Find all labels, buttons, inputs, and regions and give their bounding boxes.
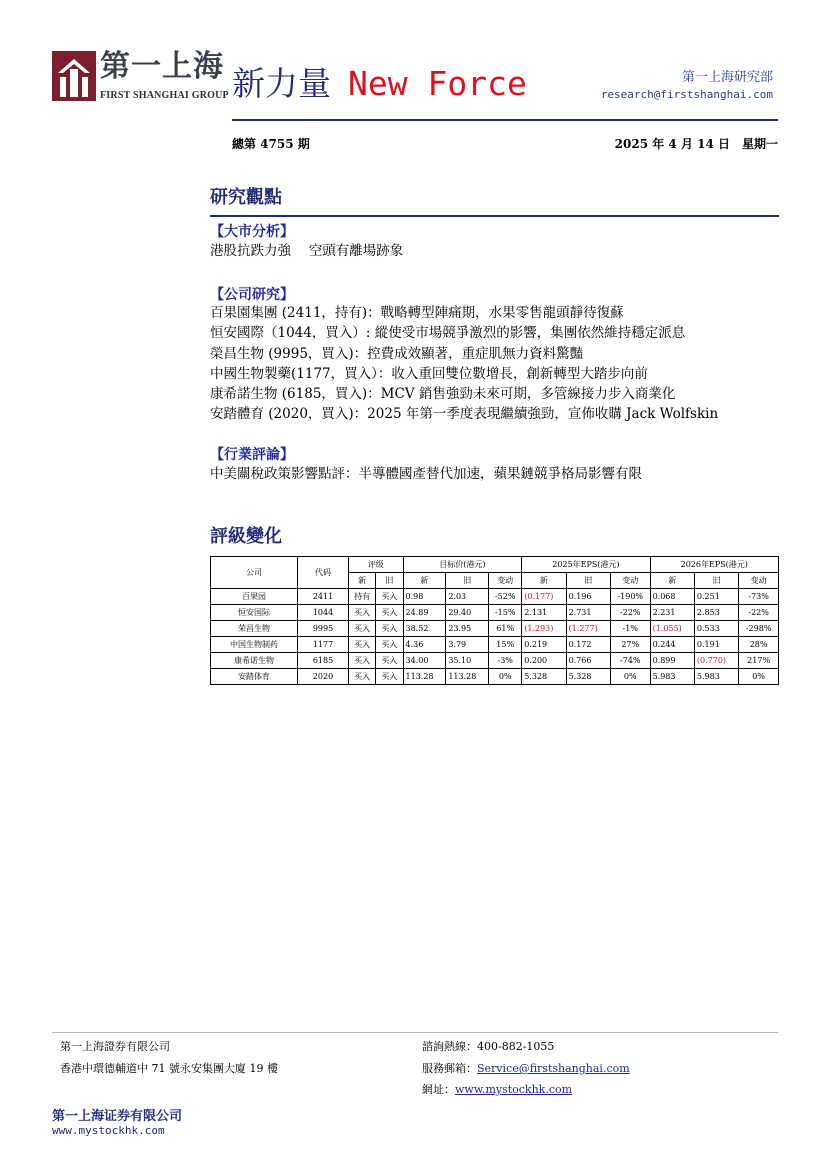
- cell-company: 荣昌生物: [211, 621, 298, 637]
- cell-eps25-new: (1.293): [522, 621, 566, 637]
- th-old: 旧: [566, 573, 610, 589]
- issue-date: 2025 年 4 月 14 日 星期一: [614, 137, 778, 151]
- cell-target-new: 113.28: [403, 669, 446, 685]
- cell-rating-old: 买入: [376, 637, 403, 653]
- cell-eps26-old: (0.770): [694, 653, 738, 669]
- cell-eps25-new: 5.328: [522, 669, 566, 685]
- cell-eps26-new: 5.983: [650, 669, 694, 685]
- cell-rating-old: 买入: [376, 621, 403, 637]
- cell-target-old: 35.10: [446, 653, 489, 669]
- cell-target-new: 24.89: [403, 605, 446, 621]
- section-divider: [210, 215, 779, 217]
- cell-code: 6185: [298, 653, 349, 669]
- cell-eps26-old: 0.533: [694, 621, 738, 637]
- footer-site-label: 網址：: [422, 1083, 455, 1096]
- footer-mail-link[interactable]: Service@firstshanghai.com: [477, 1062, 630, 1075]
- table-row: [211, 589, 779, 605]
- company-line: 榮昌生物 (9995，買入)：控費成效顯著，重症肌無力資料驚豔: [210, 346, 584, 362]
- cell-rating-old: 买入: [376, 589, 403, 605]
- cell-rating-new: 买入: [349, 653, 376, 669]
- cell-eps25-change: -190%: [610, 589, 650, 605]
- cell-target-change: 61%: [489, 621, 522, 637]
- cell-eps25-old: 5.328: [566, 669, 610, 685]
- cell-eps25-change: 0%: [610, 669, 650, 685]
- cell-target-change: 15%: [489, 637, 522, 653]
- cell-eps26-old: 0.251: [694, 589, 738, 605]
- rating-table: [210, 556, 779, 685]
- cell-eps25-new: (0.177): [522, 589, 566, 605]
- cell-target-old: 29.40: [446, 605, 489, 621]
- cell-target-old: 2.03: [446, 589, 489, 605]
- cell-company: 中国生物制药: [211, 637, 298, 653]
- th-company: 公司: [211, 557, 298, 589]
- cell-eps26-new: 0.068: [650, 589, 694, 605]
- cell-eps25-new: 0.200: [522, 653, 566, 669]
- company-line: 康希諾生物 (6185，買入)：MCV 銷售強勁未來可期，多管線接力步入商業化: [210, 386, 676, 402]
- cell-code: 2411: [298, 589, 349, 605]
- logo-icon: [52, 51, 96, 101]
- cell-company: 安踏体育: [211, 669, 298, 685]
- company-line: 百果園集團 (2411，持有)：戰略轉型陣痛期，水果零售龍頭靜待復蘇: [210, 305, 624, 321]
- cell-target-new: 34.00: [403, 653, 446, 669]
- cell-target-old: 113.28: [446, 669, 489, 685]
- cell-eps26-new: 0.899: [650, 653, 694, 669]
- th-old: 旧: [376, 573, 403, 589]
- issue-number: 總第 4755 期: [232, 137, 310, 151]
- th-new: 新: [349, 573, 376, 589]
- cell-eps26-change: 217%: [739, 653, 779, 669]
- cell-target-change: 0%: [489, 669, 522, 685]
- cell-eps26-new: 0.244: [650, 637, 694, 653]
- newsletter-title-en: New Force: [348, 64, 527, 103]
- cell-target-change: -3%: [489, 653, 522, 669]
- footer-address: 香港中環德輔道中 71 號永安集團大廈 19 樓: [60, 1062, 278, 1075]
- cell-company: 百果园: [211, 589, 298, 605]
- th-change: 变动: [610, 573, 650, 589]
- footer-mail-label: 服務郵箱：: [422, 1062, 477, 1075]
- th-rating: 评级: [349, 557, 404, 573]
- cell-eps26-change: -22%: [739, 605, 779, 621]
- cell-target-new: 0.98: [403, 589, 446, 605]
- cell-eps25-new: 0.219: [522, 637, 566, 653]
- industry-line: 中美關稅政策影響點評：半導體國產替代加速，蘋果鏈競爭格局影響有限: [210, 466, 642, 482]
- section-title-rating: 評級變化: [210, 526, 282, 547]
- footer-mail-row: [422, 1060, 630, 1076]
- cell-eps26-old: 2.853: [694, 605, 738, 621]
- header-divider: [232, 119, 778, 121]
- cell-target-new: 38.52: [403, 621, 446, 637]
- th-change: 变动: [489, 573, 522, 589]
- bottom-company-name: 第一上海证券有限公司: [52, 1109, 183, 1124]
- footer-company: 第一上海證券有限公司: [60, 1040, 170, 1053]
- bottom-url[interactable]: www.mystockhk.com: [52, 1124, 165, 1137]
- cell-eps26-change: -73%: [739, 589, 779, 605]
- footer-hotline: 諮詢熱線：400-882-1055: [422, 1040, 555, 1053]
- cell-company: 康希诺生物: [211, 653, 298, 669]
- cell-eps26-change: -298%: [739, 621, 779, 637]
- cell-eps25-change: -1%: [610, 621, 650, 637]
- cell-eps25-old: 2.731: [566, 605, 610, 621]
- cell-rating-old: 买入: [376, 669, 403, 685]
- department-email[interactable]: research@firstshanghai.com: [600, 88, 773, 101]
- cell-eps25-old: (1.277): [566, 621, 610, 637]
- th-new: 新: [650, 573, 694, 589]
- cell-code: 2020: [298, 669, 349, 685]
- cell-rating-new: 持有: [349, 589, 376, 605]
- newsletter-title-cn: 新力量: [232, 64, 331, 103]
- cell-target-new: 4.36: [403, 637, 446, 653]
- cell-target-old: 23.95: [446, 621, 489, 637]
- cell-eps25-old: 0.766: [566, 653, 610, 669]
- th-code: 代码: [298, 557, 349, 589]
- footer-site-link[interactable]: www.mystockhk.com: [455, 1083, 573, 1096]
- cell-rating-old: 买入: [376, 653, 403, 669]
- table-row: [211, 669, 779, 685]
- table-row: [211, 653, 779, 669]
- cell-eps26-new: (1.055): [650, 621, 694, 637]
- th-new: 新: [403, 573, 446, 589]
- section-title-research: 研究觀點: [210, 187, 282, 208]
- cell-target-old: 3.79: [446, 637, 489, 653]
- subheading-market: 【大市分析】: [210, 224, 294, 240]
- cell-rating-new: 买入: [349, 637, 376, 653]
- cell-eps26-old: 0.191: [694, 637, 738, 653]
- table-row: [211, 621, 779, 637]
- subheading-company: 【公司研究】: [210, 287, 294, 303]
- cell-code: 1177: [298, 637, 349, 653]
- market-line: 港股抗跌力強 空頭有離場跡象: [210, 243, 404, 259]
- company-line: 安踏體育 (2020，買入)：2025 年第一季度表現繼續強勁，宣佈收購 Jack Wolfskin: [210, 406, 719, 422]
- cell-rating-new: 买入: [349, 621, 376, 637]
- cell-eps26-change: 0%: [739, 669, 779, 685]
- cell-target-change: -15%: [489, 605, 522, 621]
- th-eps2025: 2025年EPS(港元): [522, 557, 650, 573]
- cell-eps25-old: 0.172: [566, 637, 610, 653]
- cell-eps25-new: 2.131: [522, 605, 566, 621]
- table-row: [211, 605, 779, 621]
- th-eps2026: 2026年EPS(港元): [650, 557, 778, 573]
- th-target: 目标价(港元): [403, 557, 522, 573]
- footer-divider: [52, 1032, 778, 1033]
- company-line: 恒安國際（1044，買入）: 縱使受市場競爭激烈的影響，集團依然維持穩定派息: [210, 325, 686, 341]
- cell-rating-old: 买入: [376, 605, 403, 621]
- cell-eps26-change: 28%: [739, 637, 779, 653]
- th-new: 新: [522, 573, 566, 589]
- footer-site-row: [422, 1081, 572, 1097]
- logo-text-cn: 第一上海: [100, 49, 224, 84]
- table-header-row: [211, 557, 779, 573]
- cell-code: 9995: [298, 621, 349, 637]
- cell-eps26-old: 5.983: [694, 669, 738, 685]
- subheading-industry: 【行業評論】: [210, 447, 294, 463]
- cell-target-change: -52%: [489, 589, 522, 605]
- cell-eps25-change: -22%: [610, 605, 650, 621]
- table-row: [211, 637, 779, 653]
- company-line: 中國生物製藥(1177，買入）：收入重回雙位數增長，創新轉型大踏步向前: [210, 366, 648, 382]
- department-name: 第一上海研究部: [681, 70, 773, 85]
- cell-code: 1044: [298, 605, 349, 621]
- th-change: 变动: [739, 573, 779, 589]
- cell-rating-new: 买入: [349, 605, 376, 621]
- logo-text-en: FIRST SHANGHAI GROUP: [100, 90, 229, 101]
- th-old: 旧: [446, 573, 489, 589]
- th-old: 旧: [694, 573, 738, 589]
- cell-eps25-change: 27%: [610, 637, 650, 653]
- cell-eps25-change: -74%: [610, 653, 650, 669]
- cell-rating-new: 买入: [349, 669, 376, 685]
- cell-eps26-new: 2.231: [650, 605, 694, 621]
- cell-eps25-old: 0.196: [566, 589, 610, 605]
- cell-company: 恒安国际: [211, 605, 298, 621]
